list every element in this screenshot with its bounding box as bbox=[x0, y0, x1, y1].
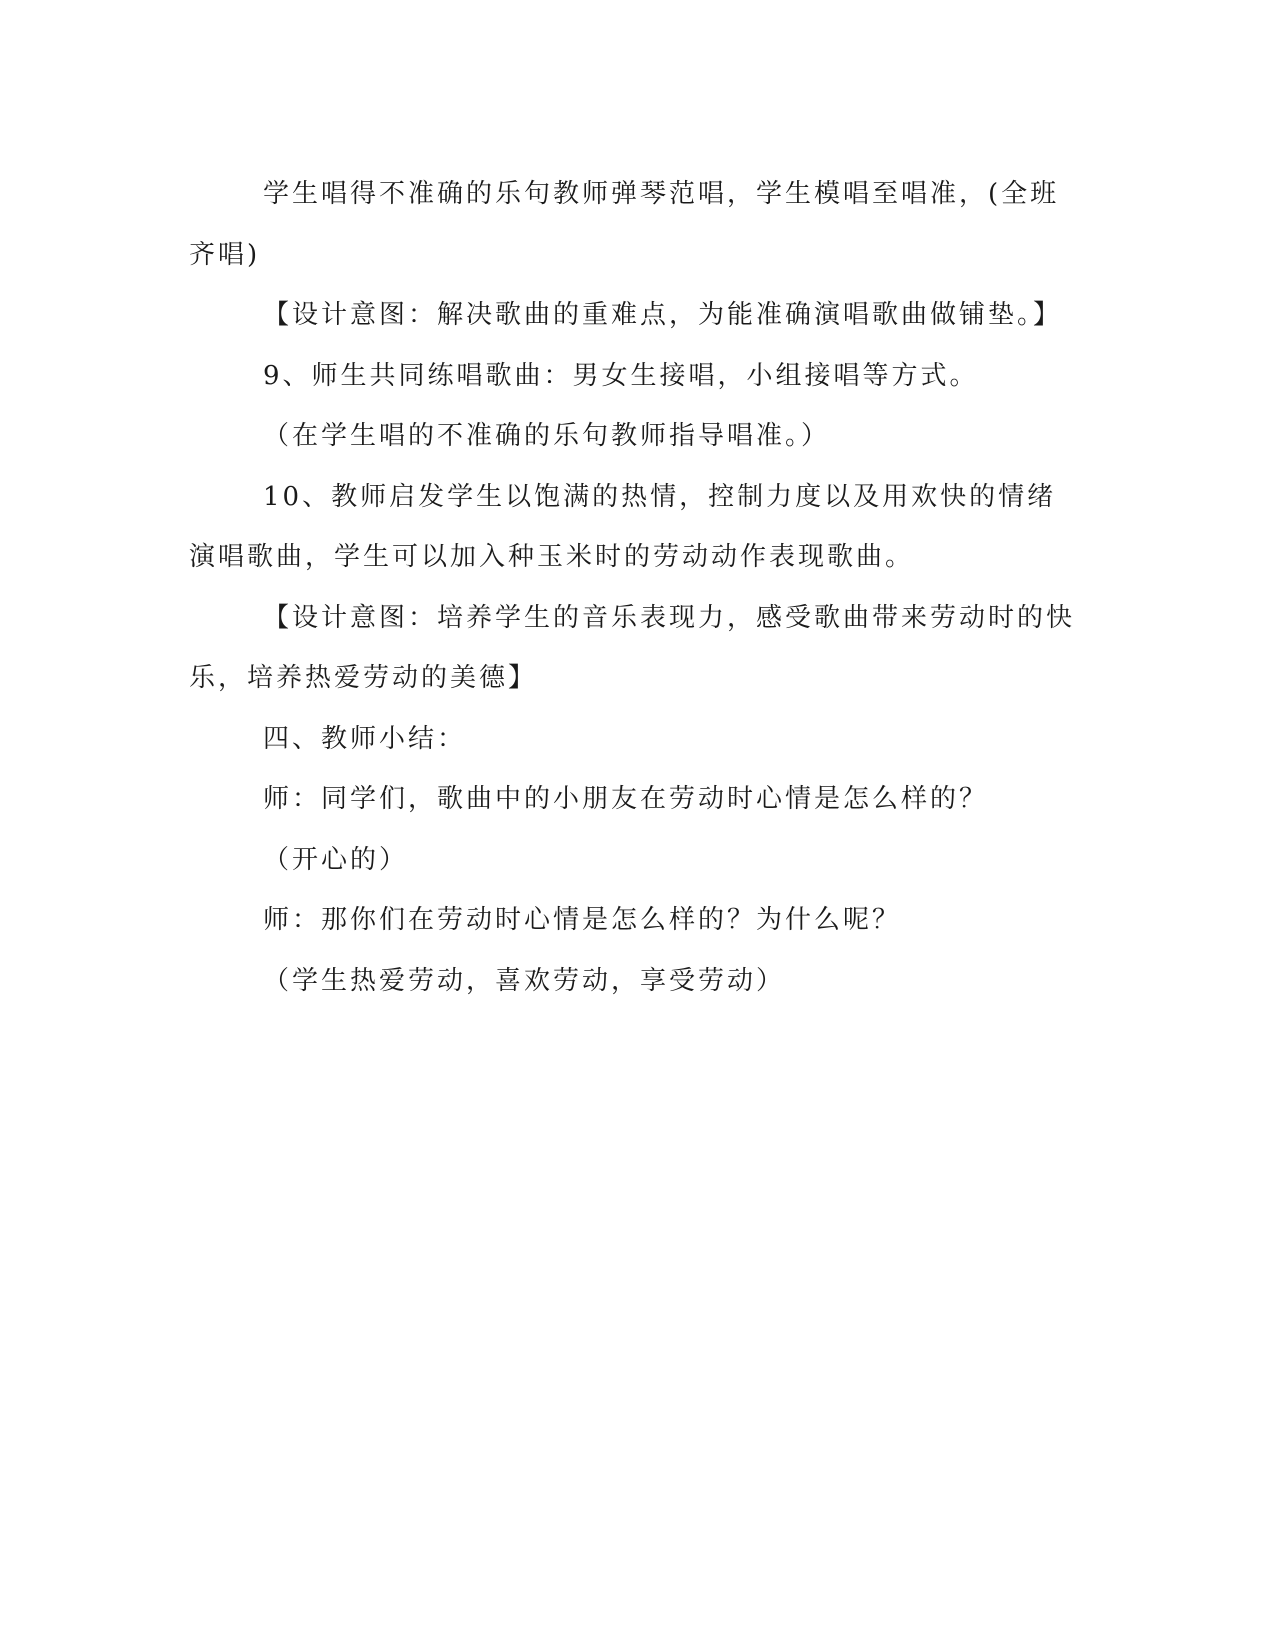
paragraph-step-10: 10、教师启发学生以饱满的热情，控制力度以及用欢快的情绪演唱歌曲，学生可以加入种玉米时的劳动动作表现歌曲。 bbox=[189, 481, 1057, 572]
document-body bbox=[189, 164, 1079, 1011]
paragraph-practice-correction: 学生唱得不准确的乐句教师弹琴范唱，学生模唱至唱准，(全班齐唱) bbox=[189, 179, 1060, 270]
paragraph-student-answer-1: （开心的） bbox=[263, 844, 409, 875]
section-heading-summary: 四、教师小结： bbox=[263, 723, 467, 754]
paragraph-design-intent-2: 【设计意图：培养学生的音乐表现力，感受歌曲带来劳动时的快乐，培养热爱劳动的美德】 bbox=[189, 602, 1076, 693]
paragraph-teacher-question-2: 师：那你们在劳动时心情是怎么样的？为什么呢？ bbox=[263, 905, 902, 935]
paragraph-student-answer-2: （学生热爱劳动，喜欢劳动，享受劳动） bbox=[263, 965, 786, 996]
paragraph-design-intent-1: 【设计意图：解决歌曲的重难点，为能准确演唱歌曲做铺垫。】 bbox=[263, 300, 1063, 330]
paragraph-teacher-question-1: 师：同学们，歌曲中的小朋友在劳动时心情是怎么样的？ bbox=[263, 784, 989, 814]
paragraph-step-9: 9、师生共同练唱歌曲：男女生接唱，小组接唱等方式。 bbox=[263, 360, 979, 391]
paragraph-step-9-note: （在学生唱的不准确的乐句教师指导唱准。） bbox=[263, 421, 831, 451]
